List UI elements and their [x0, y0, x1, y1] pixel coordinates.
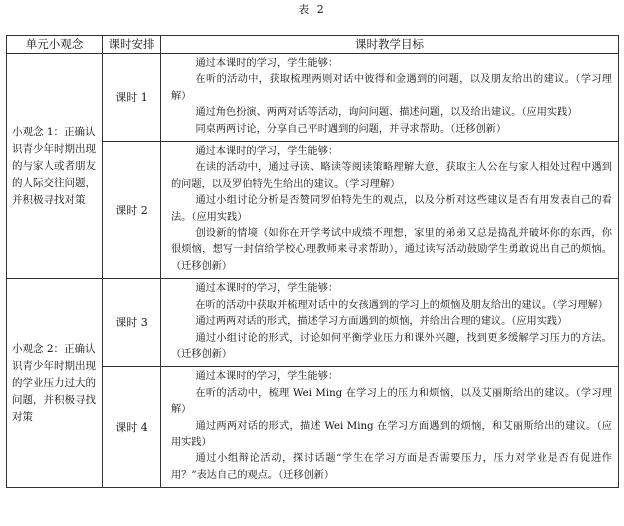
- goal-text: 通过小组讨论的形式，讨论如何平衡学业压力和课外兴趣，找到更多缓解学习压力的方法。（迁移创新）: [171, 332, 612, 360]
- header-goals: 课时教学目标: [161, 36, 619, 54]
- lesson-plan-table: [6, 35, 619, 488]
- goal-text: 在听的活动中，梳理 Wei Ming 在学习上的压力和烦恼，以及艾丽斯给出的建议。（学习理解）: [171, 387, 612, 416]
- goal-text: 在听的活动中，获取梳理两则对话中彼得和金遇到的问题，以及朋友给出的建议。（学习理解）: [171, 74, 612, 102]
- goal-text: 通过小组讨论分析是否赞同罗伯特先生的观点，以及分析对这些建议是否有用发表自己的看法。（应用实践）: [171, 195, 612, 223]
- lesson-2-goals: [161, 142, 619, 279]
- goal-text: 通过两两对话的形式，描述学习方面遇到的烦恼，并给出合理的建议。（应用实践）: [195, 316, 568, 328]
- lesson-2-label: 课时 2: [103, 142, 161, 279]
- lesson-3-goals: [161, 279, 619, 367]
- goal-text: 通过本课时的学习，学生能够：: [195, 283, 339, 295]
- concept-2-cell: 小观念 2：正确认识青少年时期出现的学业压力过大的问题，并积极寻找对策: [7, 279, 103, 488]
- header-concept: 单元小观念: [7, 36, 103, 54]
- lesson-4-goals: [161, 367, 619, 488]
- goal-text: 通过本课时的学习，学生能够：: [195, 146, 339, 158]
- table-row: [7, 279, 619, 367]
- goal-text: 创设新的情境（如你在开学考试中成绩不理想，家里的弟弟又总是捣乱并破坏你的东西，你很烦恼，想写一封信给学校心理教师来寻求帮助），通过读写活动鼓励学生勇敢说出自己的烦恼。（迁移创新）: [171, 228, 612, 272]
- goal-text: 同桌两两讨论，分享自己平时遇到的问题，并寻求帮助。（迁移创新）: [195, 123, 507, 135]
- lesson-3-label: 课时 3: [103, 279, 161, 367]
- goal-text: 在读的活动中，通过寻读、略读等阅读策略理解大意，获取主人公在与家人相处过程中遇到的问题，以及罗伯特先生给出的建议。（学习理解）: [171, 162, 612, 190]
- table-caption: 表 2: [298, 3, 326, 16]
- goal-text: 通过角色扮演、两两对话等活动，询问问题、描述问题，以及给出建议。（应用实践）: [195, 107, 578, 119]
- goal-text: 通过本课时的学习，学生能够：: [195, 371, 339, 383]
- lesson-1-goals: [161, 54, 619, 142]
- goal-text: 在听的活动中获取并梳理对话中的女孩遇到的学习上的烦恼及朋友给出的建议。（学习理解）: [195, 299, 609, 311]
- concept-1-cell: 小观念 1：正确认识青少年时期出现的与家人或者朋友的人际交往问题，并积极寻找对策: [7, 54, 103, 279]
- goal-text: 通过本课时的学习，学生能够：: [195, 58, 339, 69]
- goal-text: 通过两两对话的形式，描述 Wei Ming 在学习方面遇到的烦恼，和艾丽斯给出的建议。（应用实践）: [171, 420, 612, 448]
- lesson-4-label: 课时 4: [103, 367, 161, 488]
- table-header-row: [7, 36, 619, 54]
- lesson-1-label: 课时 1: [103, 54, 161, 142]
- goal-text: 通过小组辩论活动，探讨话题“学生在学习方面是否需要压力，压力对学业是否有促进作用？”表达自己的观点。（迁移创新）: [171, 453, 612, 481]
- table-row: [7, 54, 619, 142]
- header-lesson: 课时安排: [103, 36, 161, 54]
